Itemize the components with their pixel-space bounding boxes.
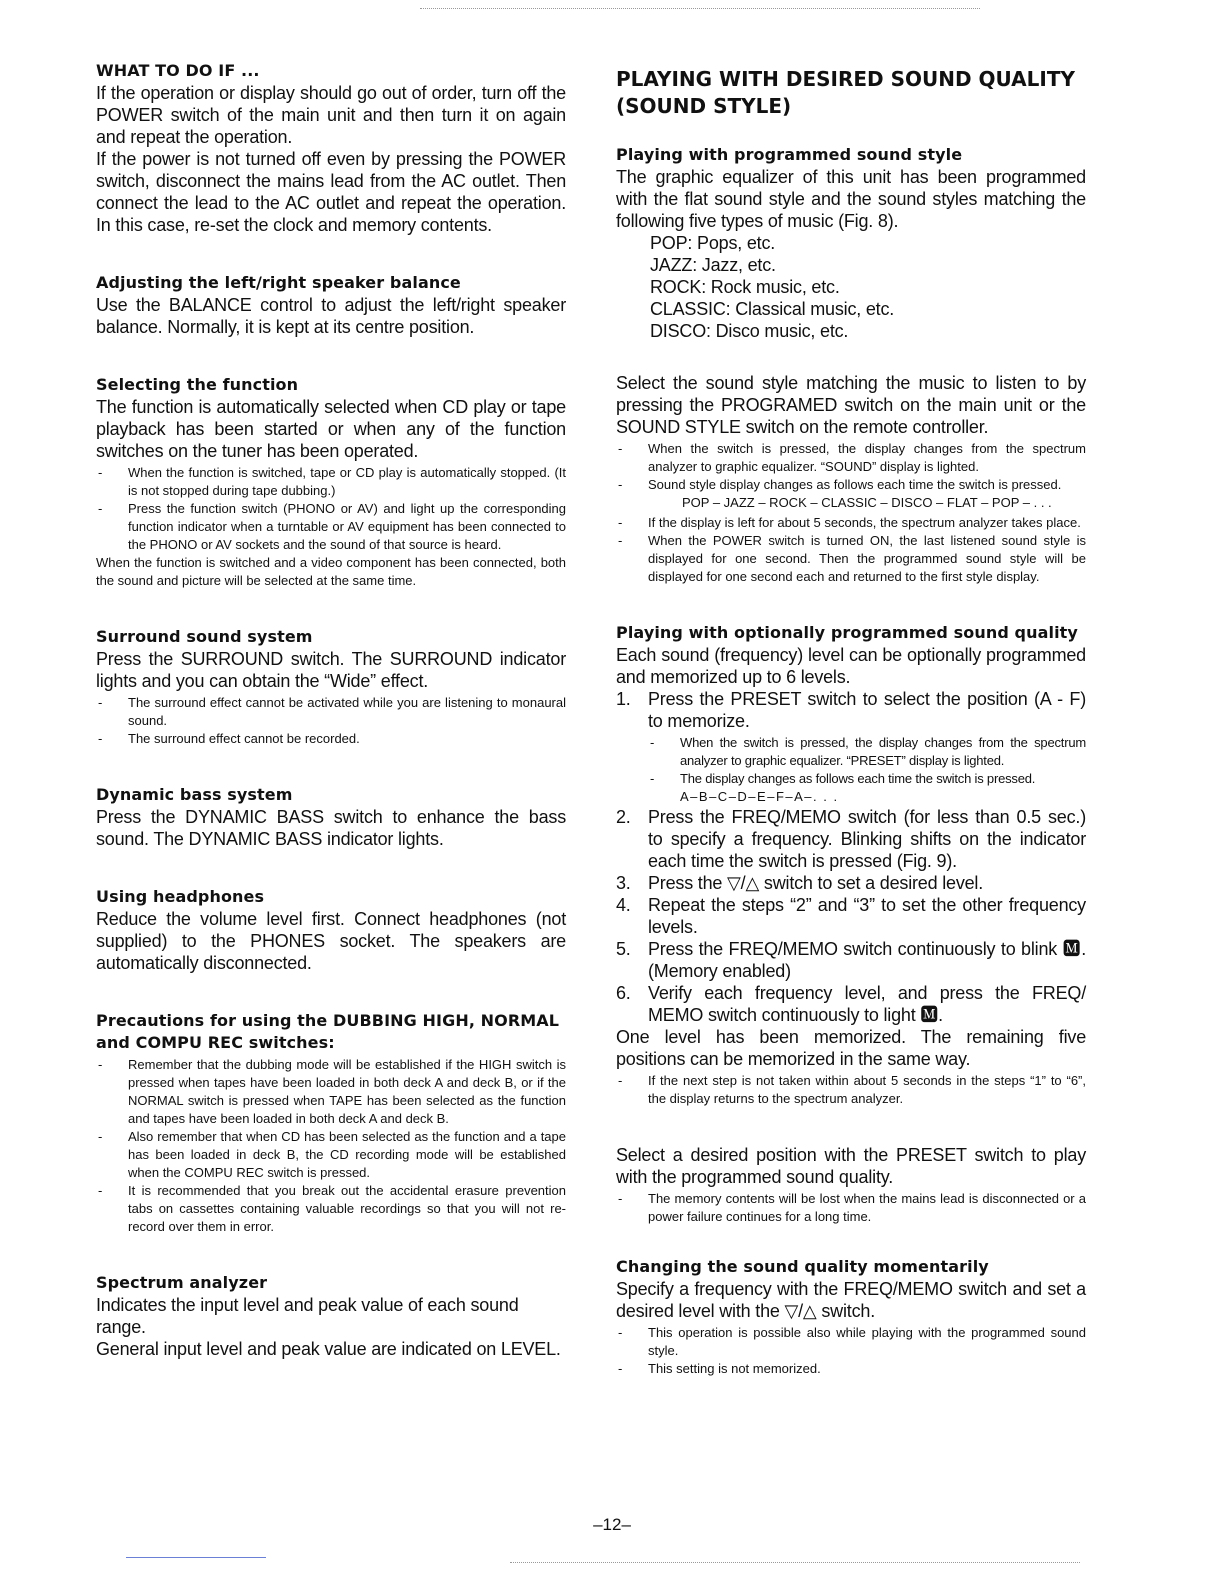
step-text: Verify each frequency level, and press the FREQ/ MEMO switch continuously to light 🅼. [648, 983, 1086, 1025]
paragraph: Specify a frequency with the FREQ/MEMO switch and set a desired level with the ▽/△ switch. [616, 1279, 1086, 1321]
paragraph: Select a desired position with the PRESET switch to play with the programmed sound quality. [616, 1145, 1086, 1187]
note-item: - The surround effect cannot be recorded. [96, 730, 566, 748]
page-title: PLAYING WITH DESIRED SOUND QUALITY (SOUND STYLE) [616, 67, 1075, 118]
notes-list [616, 440, 1086, 494]
note-item: - When the function is switched, tape or CD play is automatically stopped. (It is not stopped during tape dubbing.) [96, 464, 566, 500]
paragraph: If the operation or display should go out of order, turn off the POWER switch of the main unit and then turn it on again and repeat the operation. [96, 83, 566, 147]
right-column [616, 60, 1086, 1414]
paragraph: Indicates the input level and peak value of each sound range. [96, 1295, 519, 1337]
heading-programmed-style: Playing with programmed sound style [616, 145, 963, 164]
note-item: - When the switch is pressed, the display changes from the spectrum analyzer to graphic equalizer. “SOUND” display is lighted. [616, 440, 1086, 476]
heading-optional-quality: Playing with optionally programmed sound quality [616, 623, 1078, 642]
step-number: 1. [616, 689, 631, 709]
paragraph: Press the DYNAMIC BASS switch to enhance the bass sound. The DYNAMIC BASS indicator lights. [96, 807, 566, 849]
note-item: - The display changes as follows each time the switch is pressed. [648, 770, 1086, 788]
paragraph: Use the BALANCE control to adjust the left/right speaker balance. Normally, it is kept at its centre position. [96, 295, 566, 337]
paragraph: Reduce the volume level first. Connect headphones (not supplied) to the PHONES socket. The speakers are automatically disconnected. [96, 909, 566, 973]
note-item: - It is recommended that you break out the accidental erasure prevention tabs on cassettes containing valuable recordings so that you will not re-record over them in error. [96, 1182, 566, 1236]
scan-noise-top [420, 8, 980, 9]
notes-list [616, 1072, 1086, 1108]
footer-rule [126, 1557, 266, 1558]
section-spectrum [96, 1272, 566, 1360]
steps-list [616, 688, 1086, 1026]
step-item [616, 688, 1086, 806]
heading-balance: Adjusting the left/right speaker balance [96, 273, 461, 292]
note-item: - If the next step is not taken within about 5 seconds in the steps “1” to “6”, the display returns to the spectrum analyzer. [616, 1072, 1086, 1108]
note-item: - When the POWER switch is turned ON, the last listened sound style is displayed for one second. Then the programmed sound style will be displayed for one second each and returned to the first style display. [616, 532, 1086, 586]
note-item: - This setting is not memorized. [616, 1360, 1086, 1378]
section-what-to-do [96, 60, 566, 236]
scan-noise-bottom [510, 1562, 1080, 1563]
preset-sequence: A–B–C–D–E–F–A–. . . [680, 789, 839, 804]
paragraph: The function is automatically selected when CD play or tape playback has been started or when any of the function switches on the tuner has been operated. [96, 397, 566, 461]
page-number: –12– [593, 1515, 631, 1534]
note-item: - When the switch is pressed, the display changes from the spectrum analyzer to graphic equalizer. “PRESET” display is lighted. [648, 734, 1086, 770]
step-item [616, 872, 1086, 894]
step-text: Press the PRESET switch to select the position (A - F) to memorize. [648, 689, 1086, 731]
step-number: 4. [616, 895, 631, 915]
note-item: - This operation is possible also while playing with the programmed sound style. [616, 1324, 1086, 1360]
step-item [616, 894, 1086, 938]
note-item: - Sound style display changes as follows each time the switch is pressed. [616, 476, 1086, 494]
section-dubbing [96, 1010, 566, 1236]
left-column [96, 60, 566, 1396]
notes-list [616, 1324, 1086, 1378]
paragraph: The graphic equalizer of this unit has been programmed with the flat sound style and the sound styles matching the following five types of music (Fig. 8). [616, 167, 1086, 231]
heading-function: Selecting the function [96, 375, 299, 394]
step-number: 6. [616, 983, 631, 1003]
heading-spectrum: Spectrum analyzer [96, 1273, 268, 1292]
note-item: - Also remember that when CD has been selected as the function and a tape has been loaded in deck B, the CD recording mode will be established when the COMPU REC switch is pressed. [96, 1128, 566, 1182]
paragraph: If the power is not turned off even by pressing the POWER switch, disconnect the mains lead from the AC outlet. Then connect the lead to the AC outlet and repeat the operation. In this case, re-set the clock and memory contents. [96, 149, 566, 235]
section-select-style [616, 372, 1086, 586]
style-item: CLASSIC: Classical music, etc. [650, 299, 895, 319]
heading-dynamic-bass: Dynamic bass system [96, 785, 293, 804]
section-preset-select [616, 1144, 1086, 1226]
notes-list [96, 464, 566, 554]
step-number: 5. [616, 939, 631, 959]
small-paragraph: When the function is switched and a video component has been connected, both the sound and picture will be selected at the same time. [96, 555, 566, 588]
paragraph: One level has been memorized. The remaining five positions can be memorized in the same way. [616, 1027, 1086, 1069]
step-text: Repeat the steps “2” and “3” to set the other frequency levels. [648, 895, 1086, 937]
style-item: JAZZ: Jazz, etc. [650, 255, 776, 275]
note-item: - The surround effect cannot be activated while you are listening to monaural sound. [96, 694, 566, 730]
paragraph: Select the sound style matching the music to listen to by pressing the PROGRAMED switch on the main unit or the SOUND STYLE switch on the remote controller. [616, 373, 1086, 437]
heading-what-to-do: WHAT TO DO IF ... [96, 61, 260, 80]
section-optional-quality [616, 622, 1086, 1108]
style-sequence: POP – JAZZ – ROCK – CLASSIC – DISCO – FLAT – POP – . . . [682, 495, 1052, 510]
style-item: POP: Pops, etc. [650, 233, 776, 253]
note-item: - The memory contents will be lost when the mains lead is disconnected or a power failure continues for a long time. [616, 1190, 1086, 1226]
notes-list [648, 734, 1086, 788]
paragraph: General input level and peak value are indicated on LEVEL. [96, 1339, 561, 1359]
section-surround [96, 626, 566, 748]
section-headphones [96, 886, 566, 974]
notes-list [616, 514, 1086, 586]
notes-list [616, 1190, 1086, 1226]
heading-momentary: Changing the sound quality momentarily [616, 1257, 989, 1276]
section-programmed-style [616, 144, 1086, 342]
paragraph: Each sound (frequency) level can be optionally programmed and memorized up to 6 levels. [616, 645, 1086, 687]
step-text: Press the FREQ/MEMO switch (for less than 0.5 sec.) to specify a frequency. Blinking shifts on the indicator each time the switch is pressed (Fig. 9). [648, 807, 1086, 871]
step-text: Press the FREQ/MEMO switch continuously to blink 🅼. (Memory enabled) [648, 939, 1086, 981]
step-item [616, 806, 1086, 872]
step-number: 3. [616, 873, 631, 893]
heading-headphones: Using headphones [96, 887, 265, 906]
notes-list [96, 1056, 566, 1236]
style-item: ROCK: Rock music, etc. [650, 277, 840, 297]
step-item [616, 982, 1086, 1026]
heading-dubbing: Precautions for using the DUBBING HIGH, NORMAL and COMPU REC switches: [96, 1011, 560, 1052]
section-balance [96, 272, 566, 338]
paragraph: Press the SURROUND switch. The SURROUND indicator lights and you can obtain the “Wide” effect. [96, 649, 566, 691]
section-momentary [616, 1256, 1086, 1378]
step-text: Press the ▽/△ switch to set a desired level. [648, 873, 984, 893]
section-function [96, 374, 566, 590]
notes-list [96, 694, 566, 748]
step-number: 2. [616, 807, 631, 827]
note-item: - Remember that the dubbing mode will be established if the HIGH switch is pressed when tapes have been loaded in both deck A and deck B, or if the NORMAL switch is pressed when TAPE has been selected as the function and tapes have been loaded in both deck A and deck B. [96, 1056, 566, 1128]
style-item: DISCO: Disco music, etc. [650, 321, 849, 341]
step-item [616, 938, 1086, 982]
heading-surround: Surround sound system [96, 627, 313, 646]
note-item: - If the display is left for about 5 seconds, the spectrum analyzer takes place. [616, 514, 1086, 532]
section-dynamic-bass [96, 784, 566, 850]
note-item: - Press the function switch (PHONO or AV) and light up the corresponding function indicator when a turntable or AV equipment has been connected to the PHONO or AV sockets and the sound of that source is heard. [96, 500, 566, 554]
